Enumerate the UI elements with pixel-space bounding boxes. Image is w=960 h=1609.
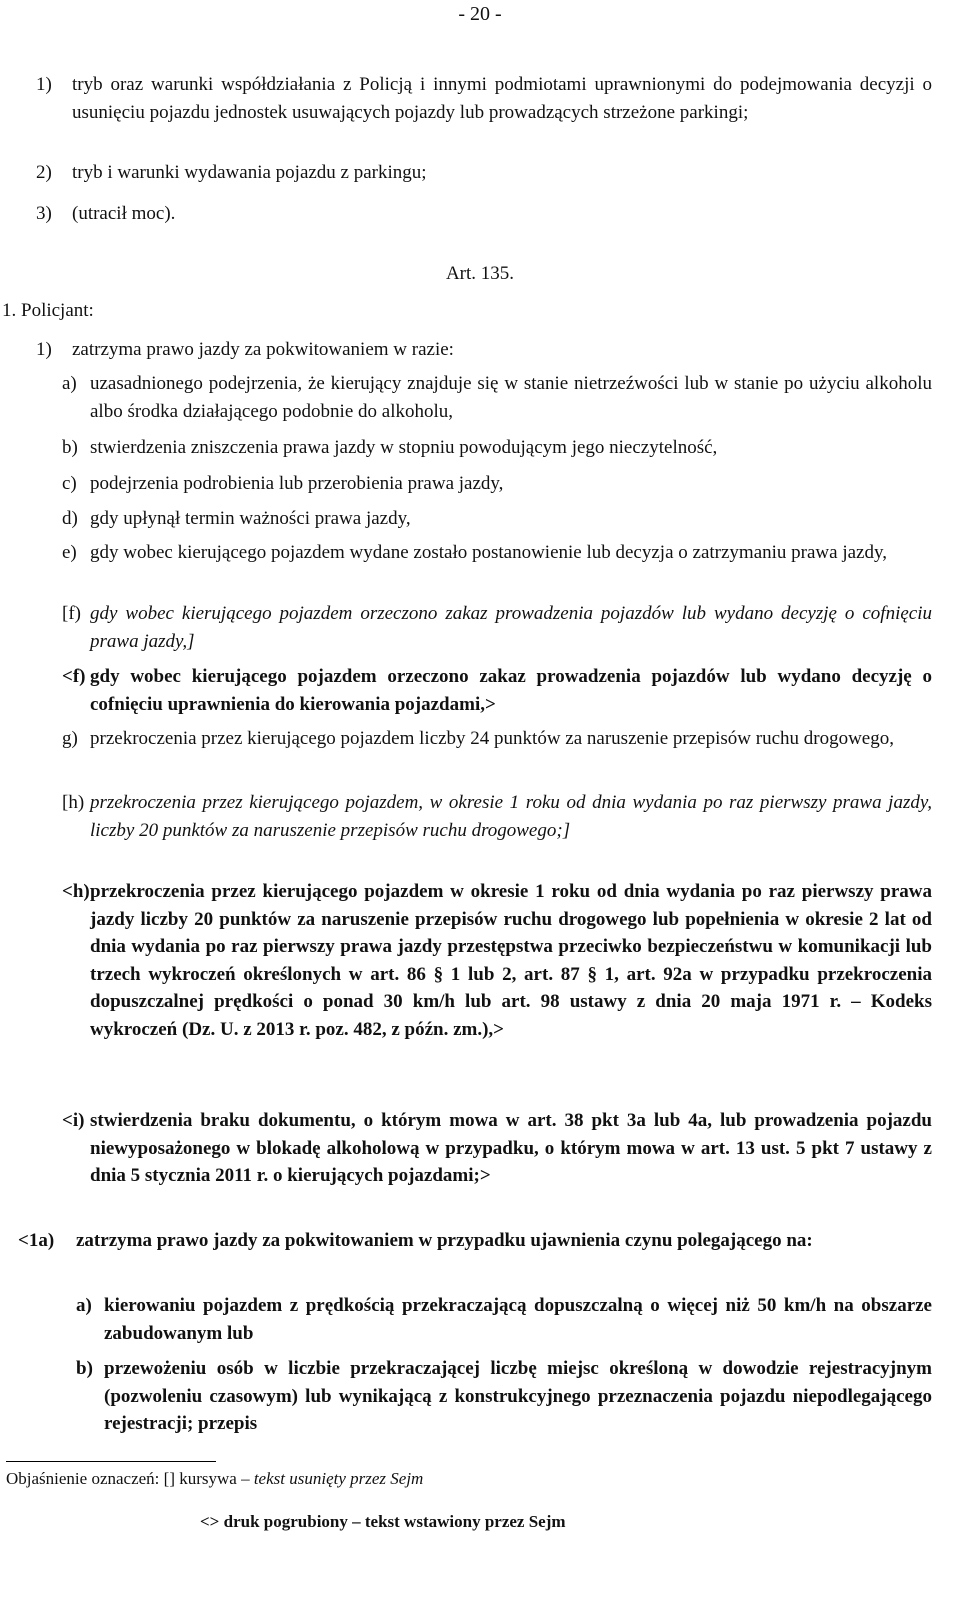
intro-item-text: tryb oraz warunki współdziałania z Policją i innymi podmiotami uprawnionymi do podejmowania decyzji o usunięciu pojazdu jednostek usuwających pojazdy lub prowadzących strzeżone parkingi; [72,74,932,123]
letter-text: gdy upłynął termin ważności prawa jazdy, [90,508,411,529]
letter-label: <h) [62,881,90,902]
letter-item-a [62,370,932,425]
letter-label: b) [76,1358,93,1379]
intro-item-label: 3) [36,203,52,224]
letter-item-f-deleted [62,600,932,655]
letter-label: a) [62,373,77,394]
letter-item-h-deleted [62,789,932,844]
letter-item-e [62,539,932,567]
letter-label: d) [62,508,78,529]
page-number: - 20 - [458,3,502,25]
letter-item-d [62,505,932,533]
letter-item-f-inserted [62,663,932,718]
letter-label: [f) [62,603,81,624]
letter-label: <i) [62,1110,85,1131]
point-label: 1) [36,339,52,360]
letter-text-inserted: kierowaniu pojazdem z prędkością przekraczającą dopuszczalną o więcej niż 50 km/h na obszarze zabudowanym lub [104,1295,932,1344]
point-text: zatrzyma prawo jazdy za pokwitowaniem w razie: [72,339,454,360]
letter-text: stwierdzenia zniszczenia prawa jazdy w stopniu powodującym jego nieczytelność, [90,437,718,458]
letter-text: uzasadnionego podejrzenia, że kierujący znajduje się w stanie nietrzeźwości lub w stanie po użyciu alkoholu albo środka działającego podobnie do alkoholu, [90,373,932,422]
legend-deleted-marker: [] kursywa [163,1469,237,1488]
letter-text: przekroczenia przez kierującego pojazdem liczby 24 punktów za naruszenie przepisów ruchu drogowego, [90,728,894,749]
letter-item-g [62,725,932,753]
legend-prefix: Objaśnienie oznaczeń: [6,1469,160,1488]
point-text-inserted: zatrzyma prawo jazdy za pokwitowaniem w przypadku ujawnienia czynu polegającego na: [76,1230,813,1251]
letter-text-inserted: przekroczenia przez kierującego pojazdem w okresie 1 roku od dnia wydania po raz pierwszy prawa jazdy liczby 20 punktów za naruszenie przepisów ruchu drogowego lub popełnienia w okresie 2 lat od dnia wydania po raz pierwszy prawa jazdy przestępstwa przeciwko bezpieczeństwu w komunikacji lub trzech wykroczeń określonych w art. 86 § 1 lub 2, art. 87 § 1, art. 92a w przypadku przekroczenia dopuszczalnej prędkości o ponad 30 km/h lub art. 98 ustawy z dnia 20 maja 1971 r. – Kodeks wykroczeń (Dz. U. z 2013 r. poz. 482, z późn. zm.),> [90,881,932,1040]
letter-label: e) [62,542,77,563]
section-1-heading [2,297,94,325]
letter-item-c [62,470,932,498]
intro-item-3 [36,200,932,228]
letter-label: b) [62,437,78,458]
letter-text-deleted: gdy wobec kierującego pojazdem orzeczono zakaz prowadzenia pojazdów lub wydano decyzję o cofnięciu prawa jazdy,] [90,603,932,652]
letter-1a-item-a [76,1292,932,1347]
section-1-label: 1. Policjant: [2,300,94,321]
letter-label: c) [62,473,77,494]
intro-item-text: (utracił moc). [72,203,176,224]
intro-item-1 [36,71,932,126]
footer-divider [6,1461,216,1462]
intro-item-text: tryb i warunki wydawania pojazdu z parkingu; [72,162,427,183]
letter-text-inserted: przewożeniu osób w liczbie przekraczającej liczbę miejsc określoną w dowodzie rejestracyjnym (pozwoleniu czasowym) lub wynikającą z konstrukcyjnego przeznaczenia pojazdu niepodlegającego rejestracji; przepis [104,1358,932,1434]
point-1a-inserted [18,1227,932,1255]
letter-label: <f) [62,666,86,687]
intro-item-2 [36,159,932,187]
legend-line-deleted [6,1465,423,1493]
intro-item-label: 2) [36,162,52,183]
letter-label: g) [62,728,78,749]
article-title: Art. 135. [445,263,515,284]
letter-item-b [62,434,932,462]
intro-item-label: 1) [36,74,52,95]
letter-label: a) [76,1295,92,1316]
letter-1a-item-b [76,1355,932,1438]
letter-text-deleted: przekroczenia przez kierującego pojazdem, w okresie 1 roku od dnia wydania po raz pierwszy prawa jazdy, liczby 20 punktów za naruszenie przepisów ruchu drogowego;] [90,792,932,841]
letter-text: podejrzenia podrobienia lub przerobienia prawa jazdy, [90,473,504,494]
letter-text-inserted: stwierdzenia braku dokumentu, o którym mowa w art. 38 pkt 3a lub 4a, lub prowadzenia pojazdu niewyposażonego w blokadę alkoholową w przypadku, o którym mowa w art. 13 ust. 5 pkt 7 ustawy z dnia 5 stycznia 2011 r. o kierujących pojazdami;> [90,1110,932,1186]
letter-text: gdy wobec kierującego pojazdem wydane zostało postanowienie lub decyzja o zatrzymaniu prawa jazdy, [90,542,887,563]
letter-item-h-inserted [62,878,932,1043]
legend-deleted-description: – tekst usunięty przez Sejm [241,1469,424,1488]
point-1 [36,336,932,364]
letter-label: [h) [62,792,85,813]
letter-text-inserted: gdy wobec kierującego pojazdem orzeczono zakaz prowadzenia pojazdów lub wydano decyzję o cofnięciu uprawnienia do kierowania pojazdami,> [90,666,932,715]
letter-item-i-inserted [62,1107,932,1190]
point-label: <1a) [18,1230,55,1251]
legend-line-inserted: <> druk pogrubiony – tekst wstawiony przez Sejm [200,1512,566,1531]
